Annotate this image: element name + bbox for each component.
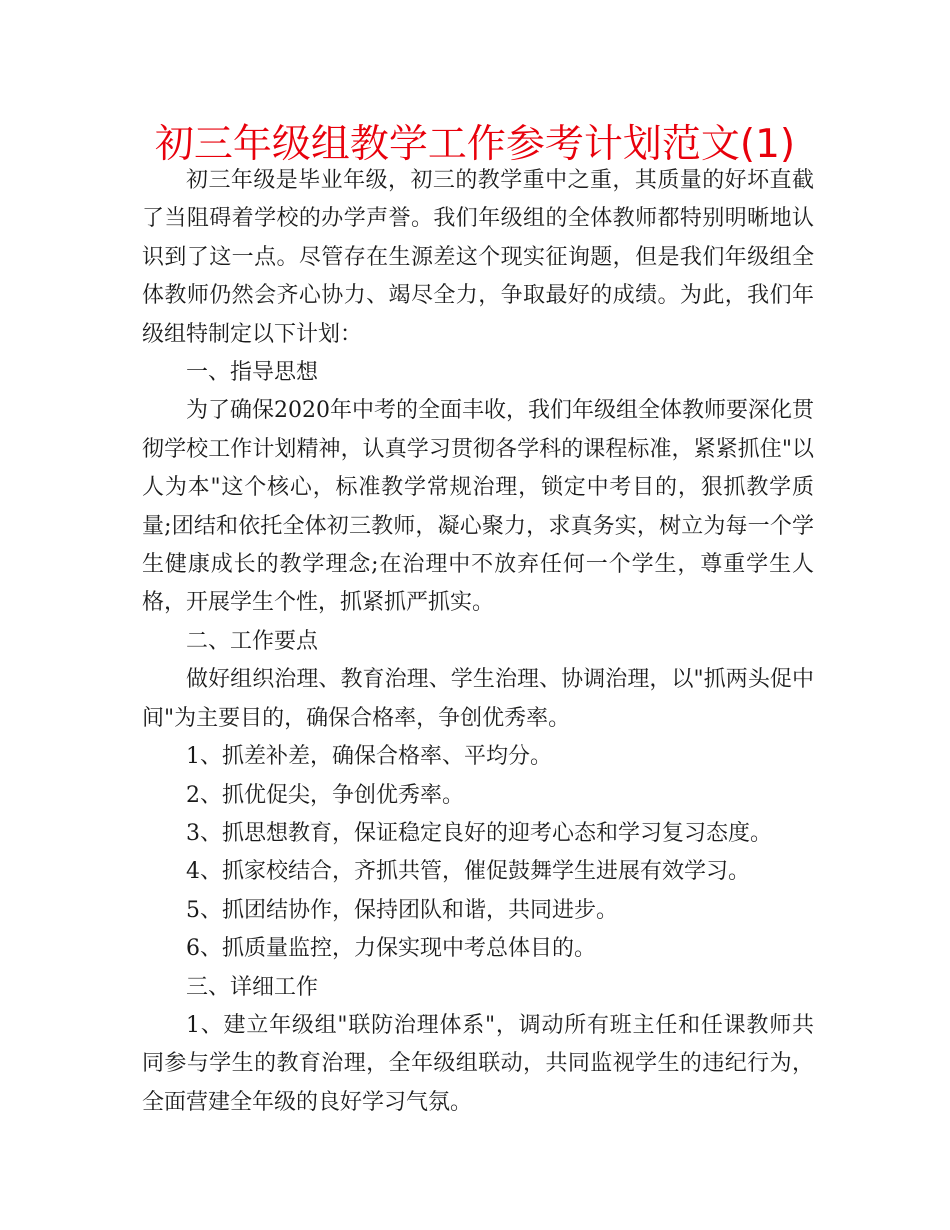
list-item-work-point-3: 3、抓思想教育，保证稳定良好的迎考心态和学习复习态度。	[186, 820, 772, 846]
paragraph-guiding-ideology: 为了确保2020年中考的全面丰收，我们年级组全体教师要深化贯彻学校工作计划精神，认真学习贯彻各学科的课程标准，紧紧抓住"以人为本"这个核心，标准教学常规治理，锁定中考目的，狠抓教学质量;团结和依托全体初三教师，凝心聚力，求真务实，树立为每一个学生健康成长的教学理念;在治理中不放弃任何一个学生，尊重学生人格，开展学生个性，抓紧抓严抓实。	[142, 398, 814, 616]
list-item-work-point-2: 2、抓优促尖，争创优秀率。	[186, 782, 464, 808]
heading-work-points: 二、工作要点	[186, 628, 319, 654]
list-item-work-point-1: 1、抓差补差，确保合格率、平均分。	[186, 744, 552, 770]
list-item-work-point-5: 5、抓团结协作，保持团队和谐，共同进步。	[186, 897, 618, 923]
list-item-work-point-6: 6、抓质量监控，力保实现中考总体目的。	[186, 936, 596, 962]
heading-guiding-ideology: 一、指导思想	[186, 360, 319, 386]
document-title: 初三年级组教学工作参考计划范文(1)	[154, 122, 796, 167]
paragraph-intro: 初三年级是毕业年级，初三的教学重中之重，其质量的好坏直截了当阻碍着学校的办学声誉。我们年级组的全体教师都特别明晰地认识到了这一点。尽管存在生源差这个现实征询题，但是我们年级组全体教师仍然会齐心协力、竭尽全力，争取最好的成绩。为此，我们年级组特制定以下计划：	[142, 168, 814, 347]
paragraph-detailed-work-1: 1、建立年级组"联防治理体系"，调动所有班主任和任课教师共同参与学生的教育治理，全年级组联动，共同监视学生的违纪行为，全面营建全年级的良好学习气氛。	[142, 1012, 814, 1115]
heading-detailed-work: 三、详细工作	[186, 974, 319, 1000]
list-item-work-point-4: 4、抓家校结合，齐抓共管，催促鼓舞学生进展有效学习。	[186, 859, 750, 885]
paragraph-work-points: 做好组织治理、教育治理、学生治理、协调治理，以"抓两头促中间"为主要目的，确保合格率，争创优秀率。	[142, 667, 814, 731]
document-body	[142, 162, 814, 1122]
